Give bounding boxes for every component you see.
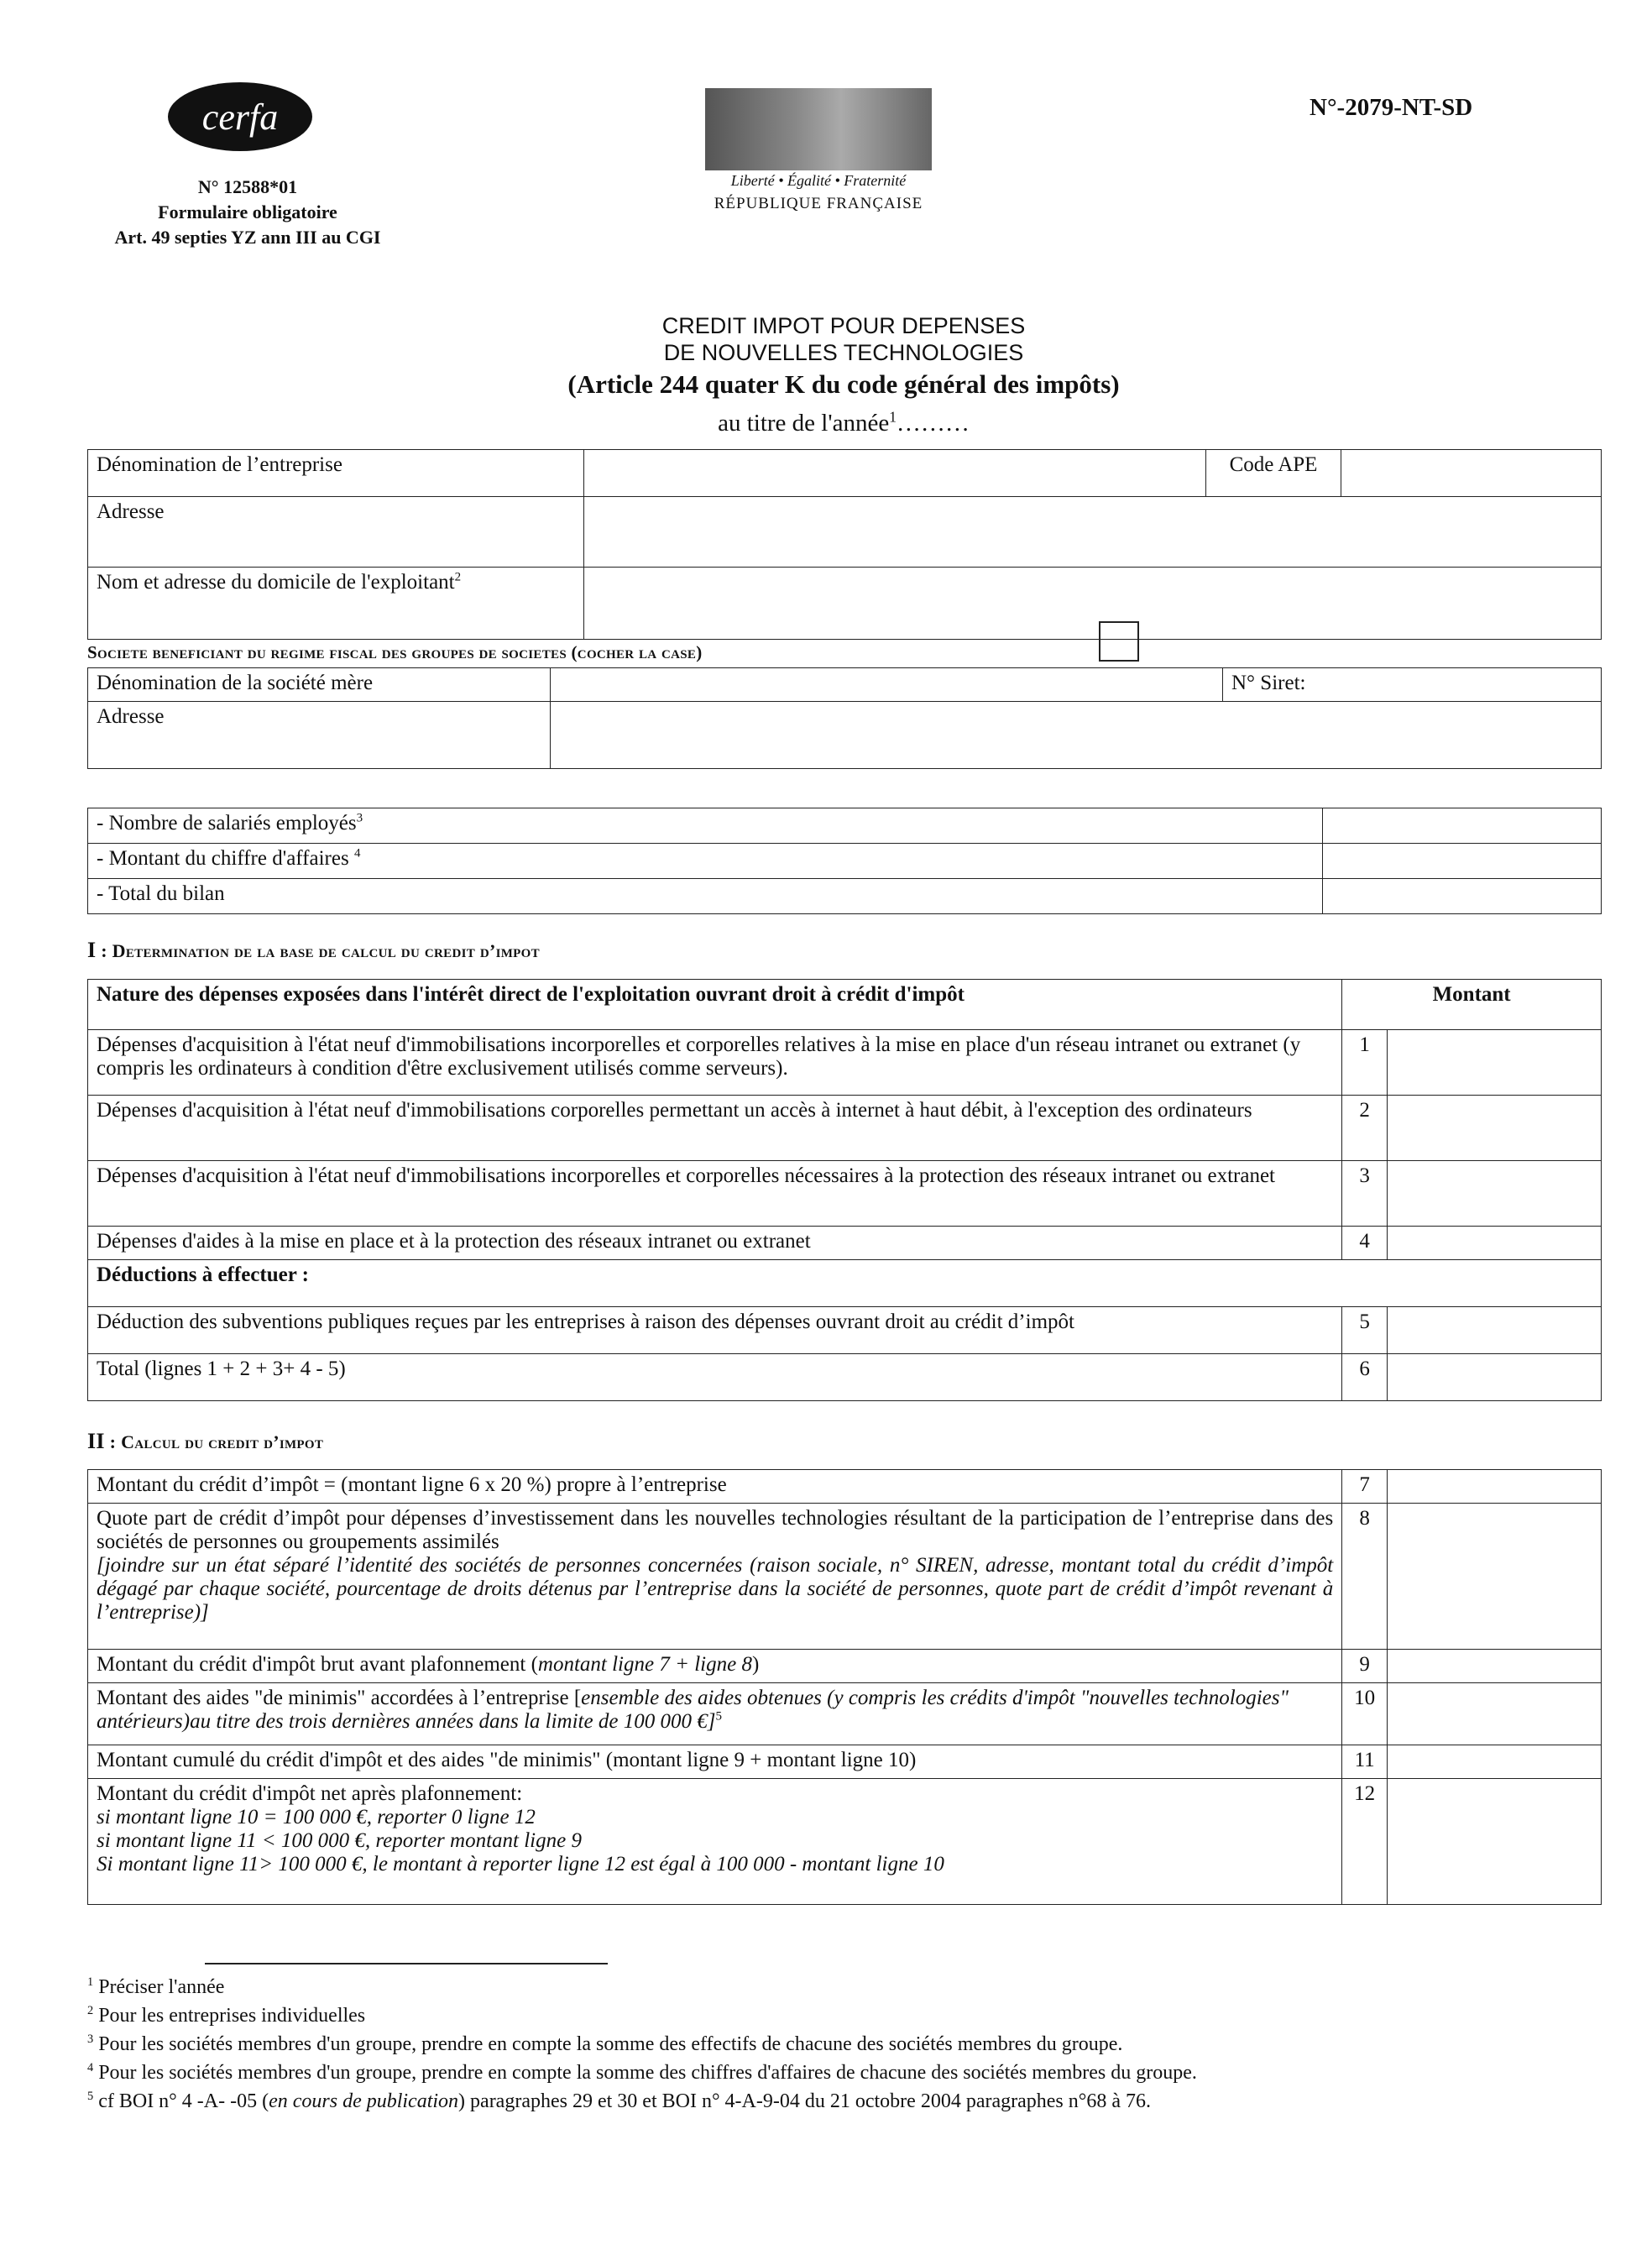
row-7-text: Montant du crédit d’impôt = (montant ligne 6 x 20 %) propre à l’entreprise: [88, 1470, 1342, 1504]
row-9-italic: montant ligne 7 + ligne 8: [537, 1653, 752, 1676]
footnote-number: 2: [87, 2004, 94, 2017]
owner-label-cell: [88, 568, 584, 640]
total-row-text: Total (lignes 1 + 2 + 3+ 4 - 5): [88, 1354, 1342, 1401]
row-9-text: Montant du crédit d'impôt brut avant plafonnement (: [97, 1653, 538, 1676]
row-12-text: Montant du crédit d'impôt net après plafonnement:: [97, 1782, 523, 1805]
amount-header: Montant: [1342, 980, 1602, 1030]
line-number: 8: [1342, 1504, 1388, 1650]
row-12-cell: [88, 1779, 1342, 1905]
row-9-cell: [88, 1650, 1342, 1683]
owner-label: Nom et adresse du domicile de l'exploitant: [97, 571, 455, 594]
footnote-number: 5: [87, 2090, 94, 2103]
rf-name: RÉPUBLIQUE FRANÇAISE: [714, 195, 923, 212]
line-number: 5: [1342, 1307, 1388, 1354]
footnote-text: Pour les entreprises individuelles: [93, 2005, 366, 2027]
amount-field-3[interactable]: [1388, 1161, 1602, 1227]
footnote-italic: en cours de publication: [269, 2090, 459, 2112]
section-1-numeral: I: [87, 938, 97, 962]
rf-motto: Liberté • Égalité • Fraternité: [730, 172, 907, 189]
stat-label-employees: - Nombre de salariés employés: [97, 812, 357, 834]
footnote-text: ) paragraphes 29 et 30 et BOI n° 4-A-9-04 du 21 octobre 2004 paragraphes n°68 à 76.: [458, 2090, 1151, 2112]
parent-company-label: Dénomination de la société mère: [88, 668, 551, 702]
section-1-title-text: : Determination de la base de calcul du credit d’impot: [96, 940, 540, 961]
owner-field[interactable]: [584, 568, 1602, 640]
footnote: [87, 2030, 1607, 2059]
footnote-divider: [205, 1963, 608, 1964]
year-prefix: au titre de l'année: [718, 410, 890, 437]
parent-address-field[interactable]: [551, 702, 1602, 769]
footnote: [87, 2087, 1607, 2116]
nature-header: Nature des dépenses exposées dans l'intérêt direct de l'exploitation ouvrant droit à crédit d'impôt: [88, 980, 1342, 1030]
footnote-text: Préciser l'année: [93, 1976, 225, 1998]
stat-label-cell: [88, 844, 1323, 879]
amount-field-2[interactable]: [1388, 1096, 1602, 1161]
stat-label-turnover: - Montant du chiffre d'affaires: [97, 847, 354, 870]
expense-row-2-text: Dépenses d'acquisition à l'état neuf d'immobilisations corporelles permettant un accès à internet à haut débit, à l'exception des ordinateurs: [88, 1096, 1342, 1161]
group-checkbox[interactable]: [1099, 621, 1139, 662]
deduction-row-text: Déduction des subventions publiques reçues par les entreprises à raison des dépenses ouvrant droit au crédit d’impôt: [88, 1307, 1342, 1354]
line-number: 9: [1342, 1650, 1388, 1683]
stat-label-cell: [88, 808, 1323, 844]
row-10-text: Montant des aides "de minimis" accordées à l’entreprise [: [97, 1687, 582, 1709]
row-10-italic: ensemble des aides obtenues (y compris les crédits d'impôt "nouvelles technologies" antérieurs)au titre des trois dernières années dans la limite de 100 000 €]: [97, 1687, 1289, 1733]
credit-calculation-table: [87, 1469, 1602, 1905]
cerfa-reference-block: [80, 175, 416, 250]
footnotes: [87, 1973, 1607, 2116]
row-10-footnote-ref: 5: [715, 1709, 722, 1724]
stat-label-cell: [88, 879, 1323, 914]
form-number: N°-2079-NT-SD: [1310, 94, 1473, 121]
amount-field-9[interactable]: [1388, 1650, 1602, 1683]
group-heading: Societe beneficiant du regime fiscal des groupes de societes (cocher la case): [87, 642, 703, 662]
section-1-title: [87, 938, 540, 963]
group-table: [87, 667, 1602, 769]
row-12-rule: Si montant ligne 11> 100 000 €, le montant à reporter ligne 12 est égal à 100 000 - montant ligne 10: [97, 1853, 944, 1875]
footnote-text: cf BOI n° 4 -A- -05 (: [93, 2090, 269, 2112]
title-line-2: DE NOUVELLES TECHNOLOGIES: [663, 340, 1024, 365]
company-table: [87, 449, 1602, 640]
amount-field-8[interactable]: [1388, 1504, 1602, 1650]
stat-employees-field[interactable]: [1323, 808, 1602, 844]
stat-turnover-field[interactable]: [1323, 844, 1602, 879]
article-reference: Art. 49 septies YZ ann III au CGI: [114, 227, 381, 248]
stat-footnote-ref: 3: [356, 811, 363, 825]
footnote-text: Pour les sociétés membres d'un groupe, prendre en compte la somme des chiffres d'affaires de chacune des sociétés membres du groupe.: [93, 2062, 1197, 2084]
section-2-title: [87, 1429, 323, 1454]
parent-company-field[interactable]: [551, 668, 1223, 702]
row-8-cell: [88, 1504, 1342, 1650]
stat-label-balance: - Total du bilan: [97, 882, 225, 905]
line-number: 4: [1342, 1227, 1388, 1260]
line-number: 12: [1342, 1779, 1388, 1905]
amount-field-7[interactable]: [1388, 1470, 1602, 1504]
year-footnote-ref: 1: [889, 408, 897, 426]
year-dots: ………: [896, 410, 970, 437]
line-number: 6: [1342, 1354, 1388, 1401]
row-8-note: [joindre sur un état séparé l’identité des sociétés de personnes concernées (raison sociale, n° SIREN, adresse, montant total du crédit d’impôt dégagé par chaque société, pourcentage de droits détenus par l’entreprise dans la société de personnes, quote part de crédit d’impôt revenant à l’entreprise)]: [97, 1554, 1334, 1624]
company-address-label: Adresse: [88, 497, 584, 568]
footnote-number: 4: [87, 2061, 94, 2074]
section-2-title-text: : Calcul du credit d’impot: [104, 1431, 324, 1452]
amount-field-10[interactable]: [1388, 1683, 1602, 1745]
form-title: [84, 312, 1603, 366]
line-number: 7: [1342, 1470, 1388, 1504]
row-12-rule: si montant ligne 11 < 100 000 €, reporter montant ligne 9: [97, 1829, 582, 1852]
footnote-text: Pour les sociétés membres d'un groupe, prendre en compte la somme des effectifs de chacune des sociétés membres du groupe.: [93, 2033, 1123, 2055]
siret-label: N° Siret:: [1223, 668, 1602, 702]
amount-field-6[interactable]: [1388, 1354, 1602, 1401]
line-number: 10: [1342, 1683, 1388, 1745]
cerfa-number: N° 12588*01: [197, 176, 298, 197]
expenses-table: [87, 979, 1602, 1401]
parent-address-label: Adresse: [88, 702, 551, 769]
stat-balance-field[interactable]: [1323, 879, 1602, 914]
line-number: 11: [1342, 1745, 1388, 1779]
amount-field-11[interactable]: [1388, 1745, 1602, 1779]
code-ape-label: Code APE: [1206, 450, 1341, 497]
company-name-field[interactable]: [584, 450, 1206, 497]
row-11-text: Montant cumulé du crédit d'impôt et des aides "de minimis" (montant ligne 9 + montant ligne 10): [88, 1745, 1342, 1779]
company-address-field[interactable]: [584, 497, 1602, 568]
line-number: 1: [1342, 1030, 1388, 1096]
company-name-label: Dénomination de l’entreprise: [88, 450, 584, 497]
row-10-cell: [88, 1683, 1342, 1745]
section-2-numeral: II: [87, 1429, 105, 1453]
marianne-logo: [705, 88, 932, 170]
footnote-number: 3: [87, 2032, 94, 2046]
line-number: 2: [1342, 1096, 1388, 1161]
code-ape-field[interactable]: [1341, 450, 1602, 497]
row-12-rule: si montant ligne 10 = 100 000 €, reporter 0 ligne 12: [97, 1806, 536, 1828]
expense-row-3-text: Dépenses d'acquisition à l'état neuf d'immobilisations incorporelles et corporelles nécessaires à la protection des réseaux intranet ou extranet: [88, 1161, 1342, 1227]
amount-field-5[interactable]: [1388, 1307, 1602, 1354]
footnote: [87, 1973, 1607, 2001]
company-stats-table: [87, 808, 1602, 914]
article-subtitle: (Article 244 quater K du code général des impôts): [567, 369, 1120, 399]
footnote: [87, 2001, 1607, 2030]
year-line: [84, 410, 1603, 437]
amount-field-4[interactable]: [1388, 1227, 1602, 1260]
expense-row-1-text: Dépenses d'acquisition à l'état neuf d'immobilisations incorporelles et corporelles relatives à la mise en place d'un réseau intranet ou extranet (y compris les ordinateurs à condition d'être exclusivement utilisés comme serveurs).: [88, 1030, 1342, 1096]
stat-footnote-ref: 4: [353, 846, 361, 861]
row-9-end: ): [751, 1653, 760, 1676]
cerfa-logo: [168, 82, 312, 151]
row-8-text: Quote part de crédit d’impôt pour dépenses d’investissement dans les nouvelles technologies résultant de la participation de l’entreprise dans des sociétés de personnes ou groupements assimilés: [97, 1507, 1334, 1553]
amount-field-12[interactable]: [1388, 1779, 1602, 1905]
deductions-label: Déductions à effectuer :: [88, 1260, 1602, 1307]
title-line-1: CREDIT IMPOT POUR DEPENSES: [661, 313, 1026, 338]
footnote: [87, 2059, 1607, 2087]
expense-row-4-text: Dépenses d'aides à la mise en place et à la protection des réseaux intranet ou extranet: [88, 1227, 1342, 1260]
line-number: 3: [1342, 1161, 1388, 1227]
footnote-number: 1: [87, 1975, 94, 1989]
owner-footnote-ref: 2: [454, 570, 462, 584]
amount-field-1[interactable]: [1388, 1030, 1602, 1096]
cerfa-logo-text: cerfa: [201, 96, 279, 138]
mandatory-form-label: Formulaire obligatoire: [158, 201, 337, 222]
